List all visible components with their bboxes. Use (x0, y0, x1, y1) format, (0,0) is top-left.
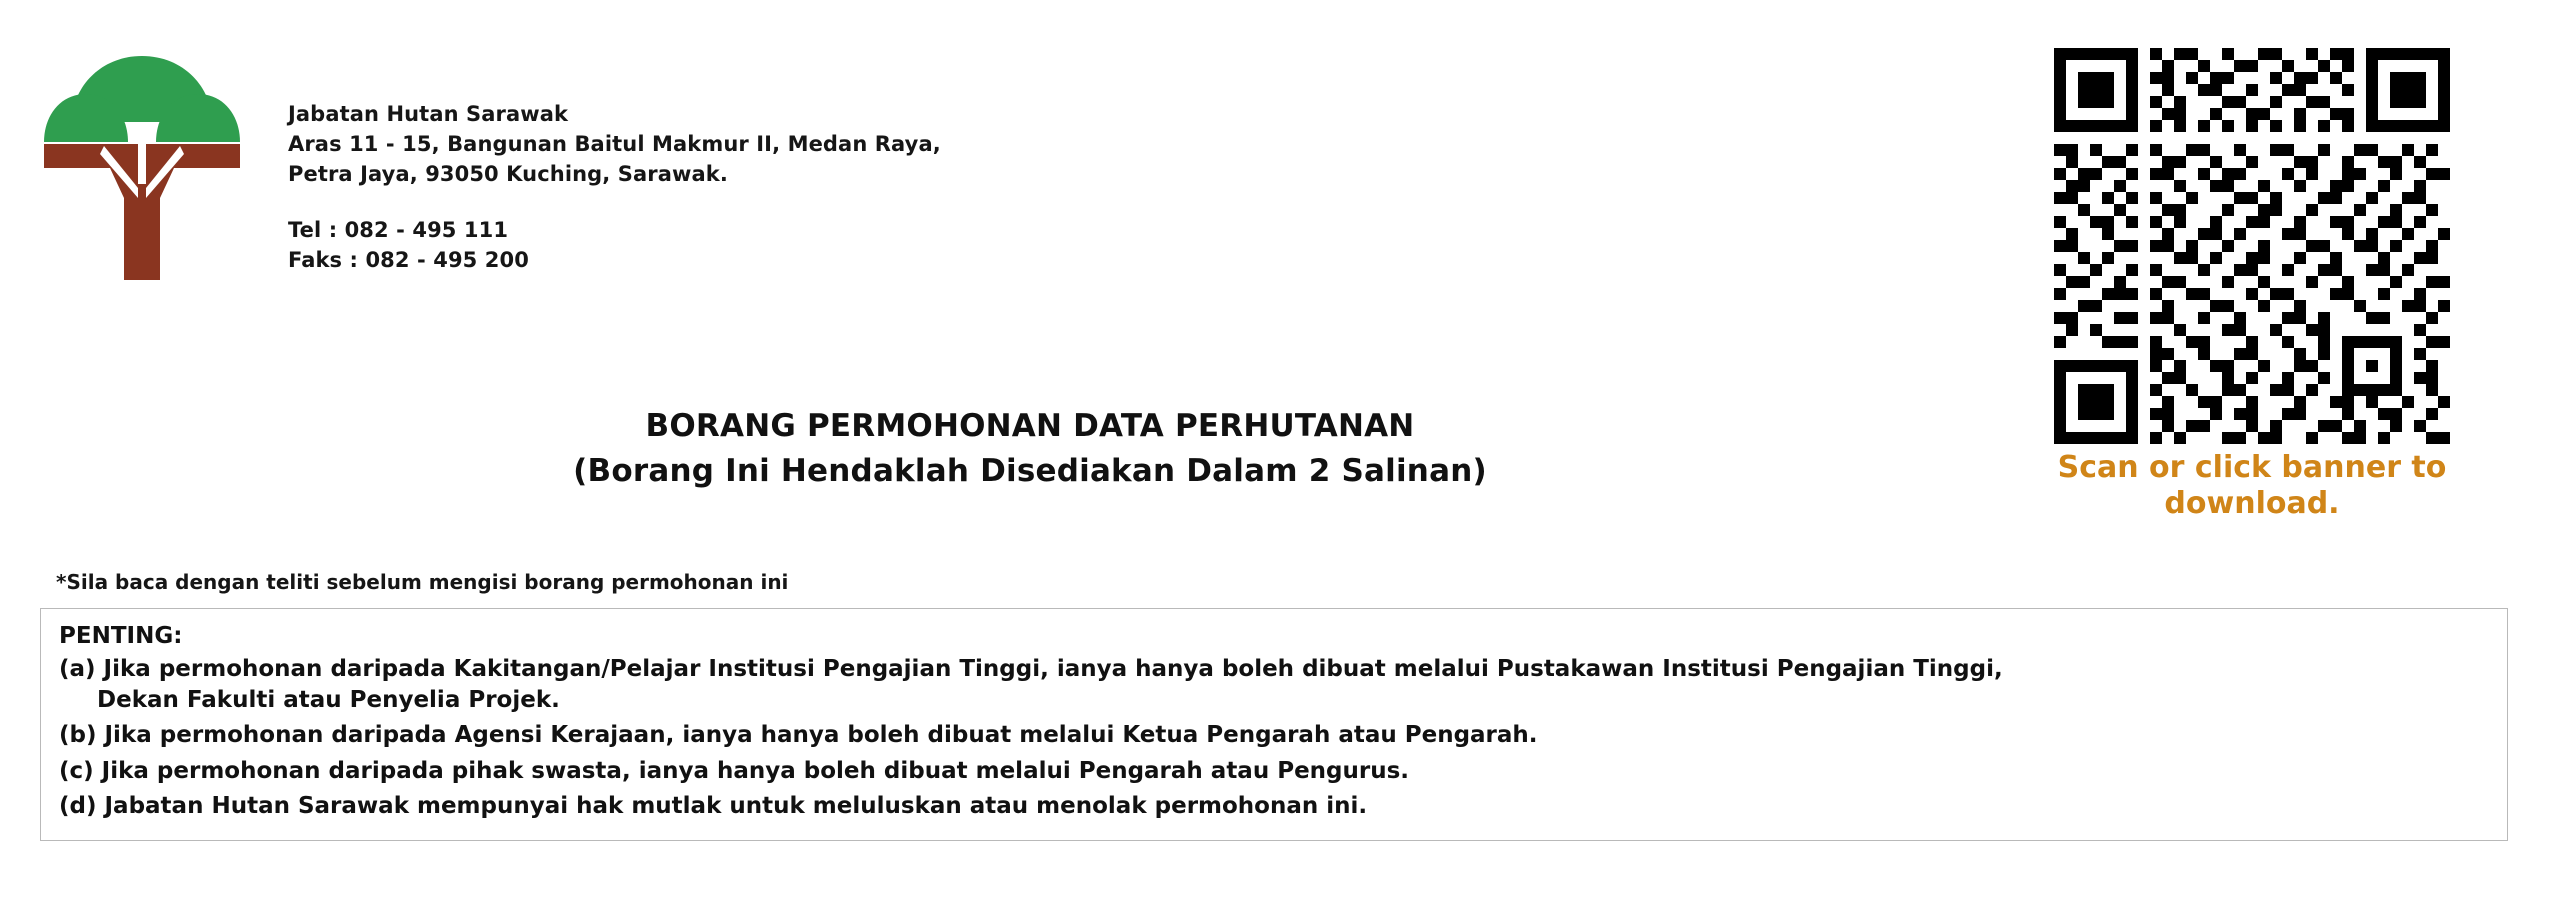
important-item-d (59, 791, 2489, 822)
important-item-a-line2: Dekan Fakulti atau Penyelia Projek. (97, 686, 560, 713)
important-item-d-line1: (d) Jabatan Hutan Sarawak mempunyai hak mutlak untuk meluluskan atau menolak permohonan ini. (59, 793, 1368, 820)
qr-caption-line-2: download. (2164, 486, 2340, 521)
address-spacer (288, 189, 941, 216)
important-notice-box (40, 608, 2508, 841)
important-item-c-line1: (c) Jika permohonan daripada pihak swasta, ianya hanya boleh dibuat melalui Pengarah atau Pengurus. (59, 757, 1410, 784)
qr-code-banner[interactable] (2052, 48, 2452, 522)
address-line-1: Aras 11 - 15, Bangunan Baitul Makmur II, Medan Raya, (288, 131, 941, 156)
fax-number: Faks : 082 - 495 200 (288, 248, 529, 273)
organization-address (288, 100, 941, 276)
form-title-block (0, 408, 2060, 489)
qr-caption-line-1: Scan or click banner to (2057, 450, 2447, 485)
important-item-b-line1: (b) Jika permohonan daripada Agensi Kerajaan, ianya hanya boleh dibuat melalui Ketua Pengarah atau Pengarah. (59, 722, 1538, 749)
qr-code-icon[interactable] (2054, 48, 2450, 444)
organization-name: Jabatan Hutan Sarawak (288, 102, 569, 126)
tree-logo-icon (42, 48, 242, 298)
page-title: BORANG PERMOHONAN DATA PERHUTANAN (645, 408, 1415, 444)
jabatan-hutan-sarawak-logo (42, 48, 242, 298)
page-subtitle: (Borang Ini Hendaklah Disediakan Dalam 2 Salinan) (573, 453, 1487, 489)
qr-caption (2052, 450, 2452, 522)
important-item-b (59, 720, 2489, 751)
address-line-2: Petra Jaya, 93050 Kuching, Sarawak. (288, 161, 728, 186)
important-heading: PENTING: (59, 623, 183, 649)
important-item-c (59, 756, 2489, 787)
read-carefully-note: *Sila baca dengan teliti sebelum mengisi borang permohonan ini (56, 570, 789, 594)
telephone-number: Tel : 082 - 495 111 (288, 218, 509, 243)
important-item-a (59, 654, 2489, 715)
important-item-a-line1: (a) Jika permohonan daripada Kakitangan/Pelajar Institusi Pengajian Tinggi, ianya hanya boleh dibuat melalui Pustakawan Institusi Pengajian Tinggi, (59, 656, 2003, 682)
